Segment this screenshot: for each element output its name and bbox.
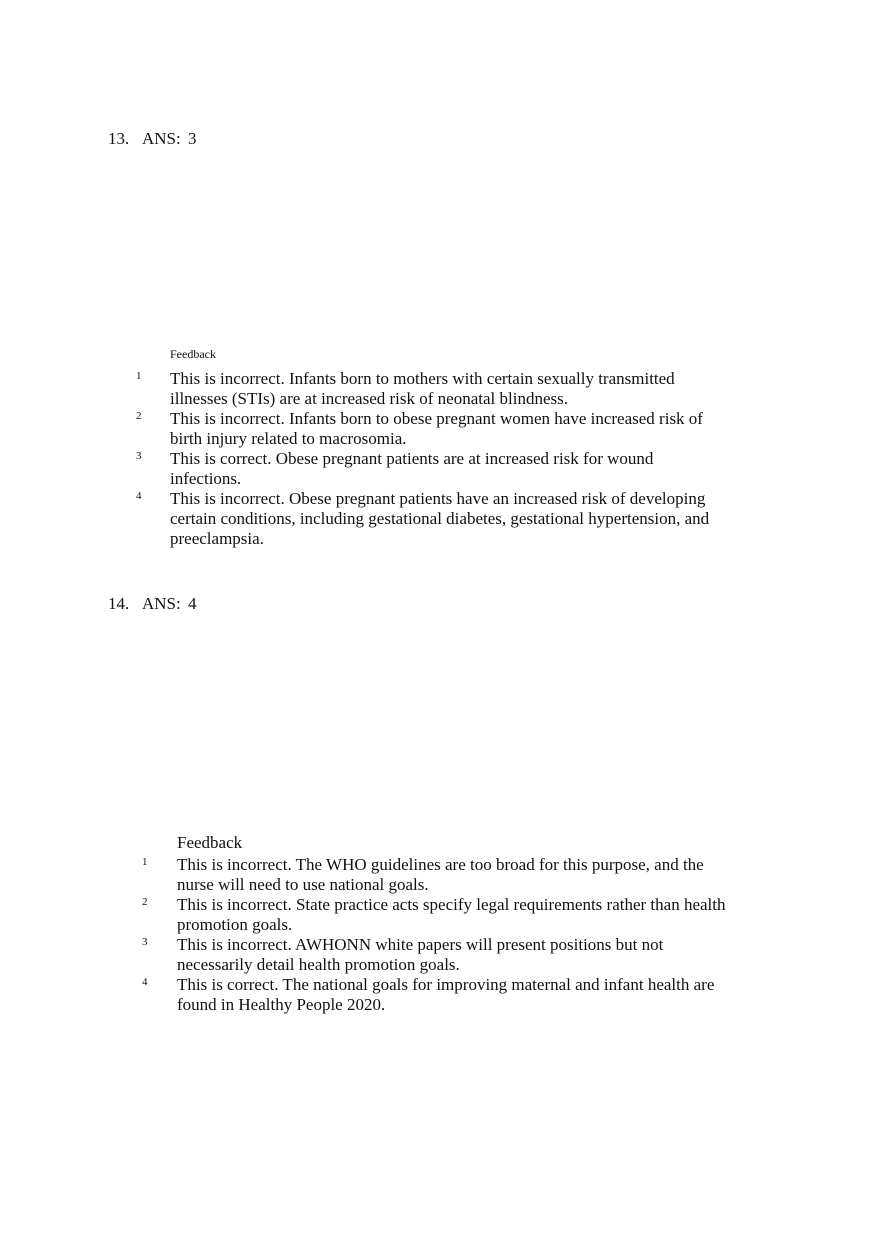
feedback-item-number: 4 [142, 976, 148, 988]
feedback-item [136, 369, 736, 409]
answer-value: 3 [188, 129, 197, 148]
feedback-heading: Feedback [177, 833, 243, 852]
question-number: 13. [108, 129, 130, 148]
feedback-item-text: This is incorrect. State practice acts specify legal requirements rather than health promotion goals. [177, 895, 726, 934]
feedback-item-number: 4 [136, 490, 142, 502]
feedback-list-14 [142, 855, 752, 1015]
feedback-item [142, 855, 752, 895]
answer-label: ANS: [142, 129, 181, 148]
feedback-item-text: This is incorrect. AWHONN white papers will present positions but not necessarily detail health promotion goals. [177, 935, 664, 974]
feedback-item [136, 489, 736, 548]
feedback-item-number: 2 [136, 410, 142, 422]
feedback-item-text: This is incorrect. The WHO guidelines are too broad for this purpose, and the nurse will need to use national goals. [177, 855, 704, 894]
feedback-item [136, 409, 736, 449]
feedback-item-text: This is correct. The national goals for improving maternal and infant health are found in Healthy People 2020. [177, 975, 715, 1014]
feedback-item-number: 1 [142, 856, 148, 868]
answer-label: ANS: [142, 594, 181, 613]
answer-value: 4 [188, 594, 197, 613]
answer-line-13 [108, 129, 197, 149]
feedback-item [136, 449, 736, 489]
feedback-item [142, 975, 752, 1015]
answer-line-14 [108, 594, 197, 614]
feedback-item-number: 2 [142, 896, 148, 908]
feedback-item [142, 895, 752, 935]
feedback-item-number: 3 [142, 936, 148, 948]
feedback-item-number: 3 [136, 450, 142, 462]
feedback-item-text: This is incorrect. Obese pregnant patients have an increased risk of developing certain conditions, including gestational diabetes, gestational hypertension, and preeclampsia. [170, 489, 710, 548]
feedback-heading: Feedback [170, 347, 216, 361]
feedback-item-text: This is incorrect. Infants born to mothers with certain sexually transmitted illnesses (STIs) are at increased risk of neonatal blindness. [170, 369, 675, 408]
feedback-item-text: This is correct. Obese pregnant patients are at increased risk for wound infections. [170, 449, 654, 488]
feedback-list-13 [136, 369, 736, 548]
question-number: 14. [108, 594, 130, 613]
feedback-item-text: This is incorrect. Infants born to obese pregnant women have increased risk of birth injury related to macrosomia. [170, 409, 703, 448]
feedback-item [142, 935, 752, 975]
feedback-item-number: 1 [136, 370, 142, 382]
